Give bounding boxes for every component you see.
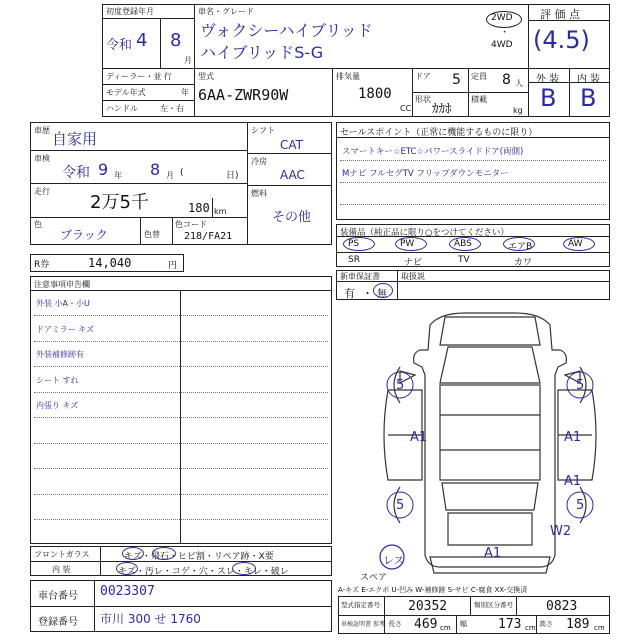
glass-chip-circle <box>152 547 176 560</box>
color-value: ブラック <box>60 228 108 242</box>
grade-value: ハイブリッドS-G <box>200 43 324 62</box>
fuel-value: その他 <box>272 210 312 225</box>
score-value: (4.5) <box>533 26 590 54</box>
diagram-note: レス <box>383 554 405 567</box>
equipment-item: PS <box>348 239 360 249</box>
first-reg-era: 令和 <box>106 38 133 53</box>
shape-value: ｶｶﾎ <box>432 102 452 117</box>
note-item: 外装補修跡有 <box>36 350 84 359</box>
inspection-era: 令和 <box>62 165 90 181</box>
warranty-dot: ・ <box>362 287 373 300</box>
glass-label: フロントガラス <box>34 550 90 559</box>
warranty-yes: 有 <box>344 287 355 300</box>
chassis-label: 車台番号 <box>38 591 78 602</box>
equipment-item: TV <box>458 255 470 265</box>
category-value: 自家用 <box>52 130 98 148</box>
displacement-label: 排気量 <box>336 72 360 81</box>
equipment-label: 装備品（純正品に限り○をつけてください） <box>340 228 509 238</box>
kg-unit: kg <box>513 106 523 115</box>
sales-points-label: セールスポイント（正常に機能するものに限り） <box>340 128 538 138</box>
color-change-label: 色替 <box>144 230 160 239</box>
notes-label: 注意事項申告欄 <box>34 280 90 289</box>
damage-mark: A1 <box>564 474 582 489</box>
shape-label: 形状 <box>415 95 431 104</box>
note-item: ドアミラー キズ <box>36 324 95 334</box>
fuel-label: 燃料 <box>251 189 267 198</box>
damage-mark: A1 <box>484 546 502 561</box>
type-label: 型式 <box>198 72 214 81</box>
equipment-item: PW <box>400 239 415 249</box>
category-label: 車歴 <box>34 126 50 135</box>
note-item: シート すれ <box>36 375 79 385</box>
inspection-month-unit: 月 <box>166 171 174 180</box>
car-name-label: 車名・グレード <box>198 7 254 16</box>
inspection-month: 8 <box>150 160 161 179</box>
color-code-label: 色コード <box>175 220 207 229</box>
mileage-main: 2万5千 <box>90 192 149 213</box>
capacity-value: 8 <box>502 72 511 88</box>
damage-mark: 5 <box>396 498 405 513</box>
equipment-item: エアB <box>508 242 533 252</box>
damage-mark: 5 <box>576 378 585 393</box>
score-label: 評 価 点 <box>540 8 580 21</box>
ref-label: 車検証明書 参考 <box>341 621 385 628</box>
interior-wear-circle <box>232 562 256 575</box>
recycle-label: R券 <box>34 260 50 270</box>
sales-point-line2: Mナビ フルセグTV フリップダウンモニター <box>342 169 509 179</box>
inspection-day-open: ( <box>180 168 184 178</box>
length-value: 469 <box>414 617 438 632</box>
equipment-item: ABS <box>454 239 472 249</box>
equipment-item: AW <box>568 239 583 249</box>
damage-mark: A1 <box>410 430 428 445</box>
registration-label: 登録番号 <box>38 617 78 628</box>
person-unit: 人 <box>515 79 523 88</box>
length-label: 長さ <box>388 620 402 628</box>
car-name-value: ヴォクシーハイブリッド <box>200 21 373 40</box>
equipment-item: SR <box>348 255 360 265</box>
shift-value: CAT <box>280 138 303 152</box>
damage-mark: 5 <box>576 498 585 513</box>
recycle-value: 14,040 <box>88 256 132 270</box>
cc-unit: CC <box>400 104 412 113</box>
width-value: 173 <box>498 617 522 632</box>
width-unit: cm <box>525 624 536 632</box>
type-number-value: 20352 <box>408 599 448 614</box>
interior-cond-items: キズ・汚レ・コゲ・穴・スレ・キレ・破レ <box>118 567 289 577</box>
exterior-label: 外 装 <box>536 74 560 85</box>
capacity-label: 定員 <box>471 72 487 81</box>
class-number-value: 0823 <box>546 599 578 614</box>
drive-4wd: 4WD <box>491 40 513 50</box>
note-item: 内張り キズ <box>36 401 79 410</box>
damage-mark: 5 <box>396 378 405 393</box>
damage-legend: A-キズ E-エクボ U-凹み W-補修跡 S-サビ C-腐食 XX-交換済 <box>338 586 528 594</box>
height-label: 高さ <box>539 620 553 628</box>
handle-options: 左・右 <box>160 104 184 113</box>
exterior-grade: B <box>540 84 557 112</box>
ac-value: AAC <box>280 168 305 182</box>
dealer-label: ディーラー・並 行 <box>106 72 172 81</box>
inspection-label: 車検 <box>34 154 50 163</box>
model-year-label: モデル年式 <box>106 88 146 97</box>
warranty-no: 無 <box>377 289 387 300</box>
door-value: 5 <box>452 72 461 88</box>
inspection-year: 9 <box>98 160 109 179</box>
first-reg-label: 初度登録年月 <box>106 7 154 16</box>
class-number-label: 類別区分番号 <box>474 601 513 609</box>
type-value: 6AA-ZWR90W <box>198 86 289 104</box>
km-unit: km <box>214 207 227 216</box>
load-label: 積載 <box>471 95 487 104</box>
manual-label: 取扱説 <box>401 272 425 281</box>
note-item: 外装 小A・小U <box>36 299 90 308</box>
month-unit: 月 <box>184 56 192 65</box>
height-value: 189 <box>566 617 590 632</box>
shift-label: シフト <box>251 126 275 135</box>
registration-value: 市川 300 せ 1760 <box>100 612 201 626</box>
door-label: ドア <box>415 72 431 81</box>
equipment-item: ナビ <box>404 258 423 268</box>
year-unit: 年 <box>181 88 189 97</box>
glass-scratch-circle <box>122 547 144 560</box>
height-unit: cm <box>594 624 605 632</box>
chassis-value: 0023307 <box>100 584 155 599</box>
width-label: 幅 <box>460 620 467 628</box>
warranty-label: 新車保証書 <box>340 272 380 281</box>
drive-2wd: 2WD <box>491 13 513 23</box>
mileage-label: 走行 <box>34 187 50 196</box>
glass-items: キズ・飛石・ヒビ割・リペア跡・X要 <box>124 552 274 562</box>
first-reg-month: 8 <box>170 30 182 51</box>
length-unit: cm <box>440 624 451 632</box>
spare-label: スペア <box>360 573 388 583</box>
damage-mark: W2 <box>550 524 572 539</box>
ac-label: 冷房 <box>251 157 267 166</box>
interior-label: 内 装 <box>577 74 601 85</box>
damage-mark: A1 <box>564 430 582 445</box>
interior-grade: B <box>580 84 597 112</box>
recycle-unit: 円 <box>168 261 178 271</box>
interior-cond-label: 内 装 <box>52 565 71 574</box>
color-label: 色 <box>34 220 42 229</box>
color-code-value: 218/FA21 <box>184 231 233 242</box>
interior-scratch-circle <box>116 562 138 575</box>
first-reg-year: 4 <box>136 30 148 51</box>
equipment-item: カワ <box>514 258 533 268</box>
handle-label: ハンドル <box>106 104 138 113</box>
displacement-value: 1800 <box>358 86 392 102</box>
sales-point-line1: スマートキー☆ETC☆パワースライドドア(両側) <box>342 147 524 157</box>
drive-dot: ・ <box>500 28 510 38</box>
mileage-sub: 180 <box>188 201 210 215</box>
type-number-label: 型式指定番号 <box>341 601 380 609</box>
inspection-year-unit: 年 <box>114 171 122 180</box>
inspection-day-close: 日) <box>226 171 239 181</box>
